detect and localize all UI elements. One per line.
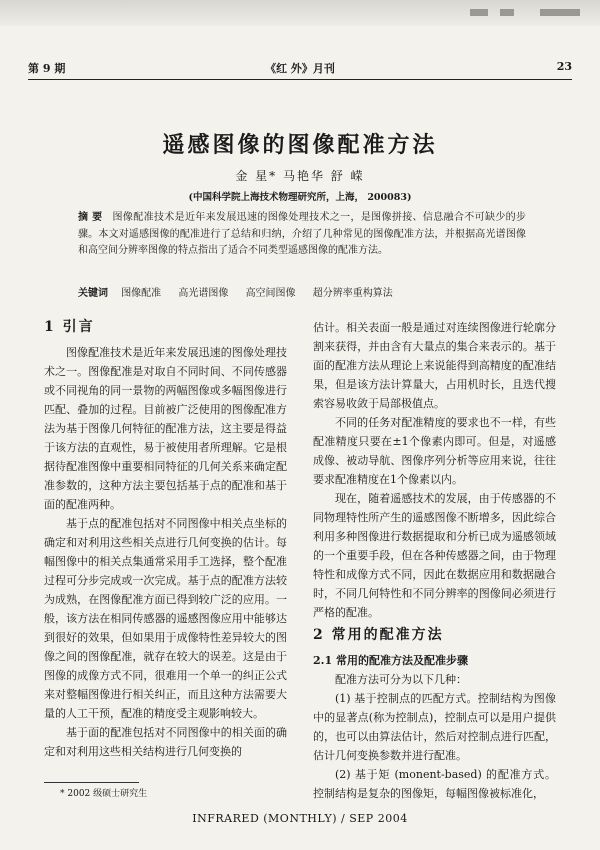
authors: 金 星* 马艳华 舒 嵘 (235, 169, 365, 183)
abstract-label: 摘 要 (78, 212, 103, 223)
paragraph: (2) 基于矩 (monent-based) 的配准方式。控制结构是复杂的图像矩，每幅图像被标准化， (313, 768, 556, 800)
subsection-heading: 2.1 常用的配准方法及配准步骤 (313, 654, 468, 667)
keyword: 高光谱图像 (178, 288, 229, 299)
affiliation: (中国科学院上海技术物理研究所，上海， 200083) (188, 192, 412, 203)
journal-name: 《红 外》月刊 (265, 62, 335, 75)
paragraph: 不同的任务对配准精度的要求也不一样，有些配准精度只要在±1个像素内即可。但是，对遥感成像、被动导航、图像序列分析等应用来说，往往要求配准精度在1个像素以内。 (313, 416, 556, 486)
footnote: * 2002 级硕士研究生 (60, 789, 148, 799)
page-number: 23 (556, 60, 572, 73)
abstract (78, 210, 526, 260)
footnote-rule (44, 782, 139, 783)
running-footer: INFRARED (MONTHLY) / SEP 2004 (192, 812, 408, 825)
scan-top-strip (0, 0, 600, 26)
paragraph: 配准方法可分为以下几种： (335, 673, 467, 686)
section-2-heading: 2 常用的配准方法 (313, 627, 444, 643)
issue-number: 第 9 期 (28, 62, 66, 75)
paragraph: (1) 基于控制点的匹配方式。控制结构为图像中的显著点(称为控制点)，控制点可以是用户提供的，也可以由算法估计，然后对控制点进行匹配，估计几何变换参数并进行配准。 (313, 692, 556, 762)
header-rule (28, 79, 572, 80)
running-header (28, 60, 572, 76)
paragraph: 基于面的配准包括对不同图像中的相关面的确定和对利用这些相关结构进行几何变换的 (44, 726, 287, 758)
abstract-text: 图像配准技术是近年来发展迅速的图像处理技术之一，是图像拼接、信息融合不可缺少的步骤。本文对遥感图像的配准进行了总结和归纳，介绍了几种常见的图像配准方法，并根据高光谱图像和高空间分辨率图像的特点指出了适合不同类型遥感图像的配准方法。 (78, 212, 527, 256)
paragraph: 现在，随着遥感技术的发展，由于传感器的不同物理特性所产生的遥感图像不断增多，因此综合利用多种图像进行数据提取和分析已成为遥感领域的一个重要手段，但在各种传感器之间，由于物理特性和成像方式不同，因此在数据应用和数据融合时，不同几何特性和不同分辨率的图像间必须进行严格的配准。 (313, 492, 556, 619)
right-column (313, 318, 556, 803)
paragraph: 基于点的配准包括对不同图像中相关点坐标的确定和对利用这些相关点进行几何变换的估计。每幅图像中的相关点集通常采用手工选择，整个配准过程可分步完成或一次完成。基于点的配准方法较为成熟，在图像配准方面已得到较广泛的应用。一般，该方法在相同传感器的遥感图像应用中能够达到很好的效果，但如果用于成像特性差异较大的图像之间的图像配准，就存在较大的误差。这是由于图像的成像方式不同，很难用一个单一的纠正公式来对整幅图像进行相关纠正，而且这种方法需要大量的人工干预，配准的精度受主观影响较大。 (44, 517, 287, 720)
keyword: 图像配准 (121, 288, 162, 299)
keywords-label: 关键词 (78, 288, 108, 299)
keyword: 高空间图像 (245, 288, 296, 299)
paragraph: 图像配准技术是近年来发展迅速的图像处理技术之一。图像配准是对取自不同时间、不同传感器或不同视角的同一景物的两幅图像或多幅图像进行匹配、叠加的过程。目前被广泛使用的图像配准方法为基于图像几何特征的配准方法，这主要是得益于该方法的直观性，易于被使用者所理解。它是根据待配准图像中重要相同特征的几何关系来确定配准参数的，这种方法主要包括基于点的配准和基于面的配准两种。 (44, 346, 287, 511)
paragraph: 估计。相关表面一般是通过对连续图像进行轮廓分割来获得，并由含有大量点的集合来表示的。基于面的配准方法从理论上来说能得到高精度的配准结果，但是该方法计算量大，占用机时长，且迭代搜索容易收敛于局部极值点。 (313, 321, 556, 410)
keyword: 超分辨率重构算法 (312, 288, 393, 299)
paper-title: 遥感图像的图像配准方法 (162, 132, 438, 158)
scan-mark (540, 9, 580, 16)
scan-mark (470, 9, 488, 16)
keywords (78, 284, 526, 299)
scan-mark (500, 9, 514, 16)
section-1-heading: 1 引言 (44, 319, 95, 335)
left-column (44, 318, 287, 761)
